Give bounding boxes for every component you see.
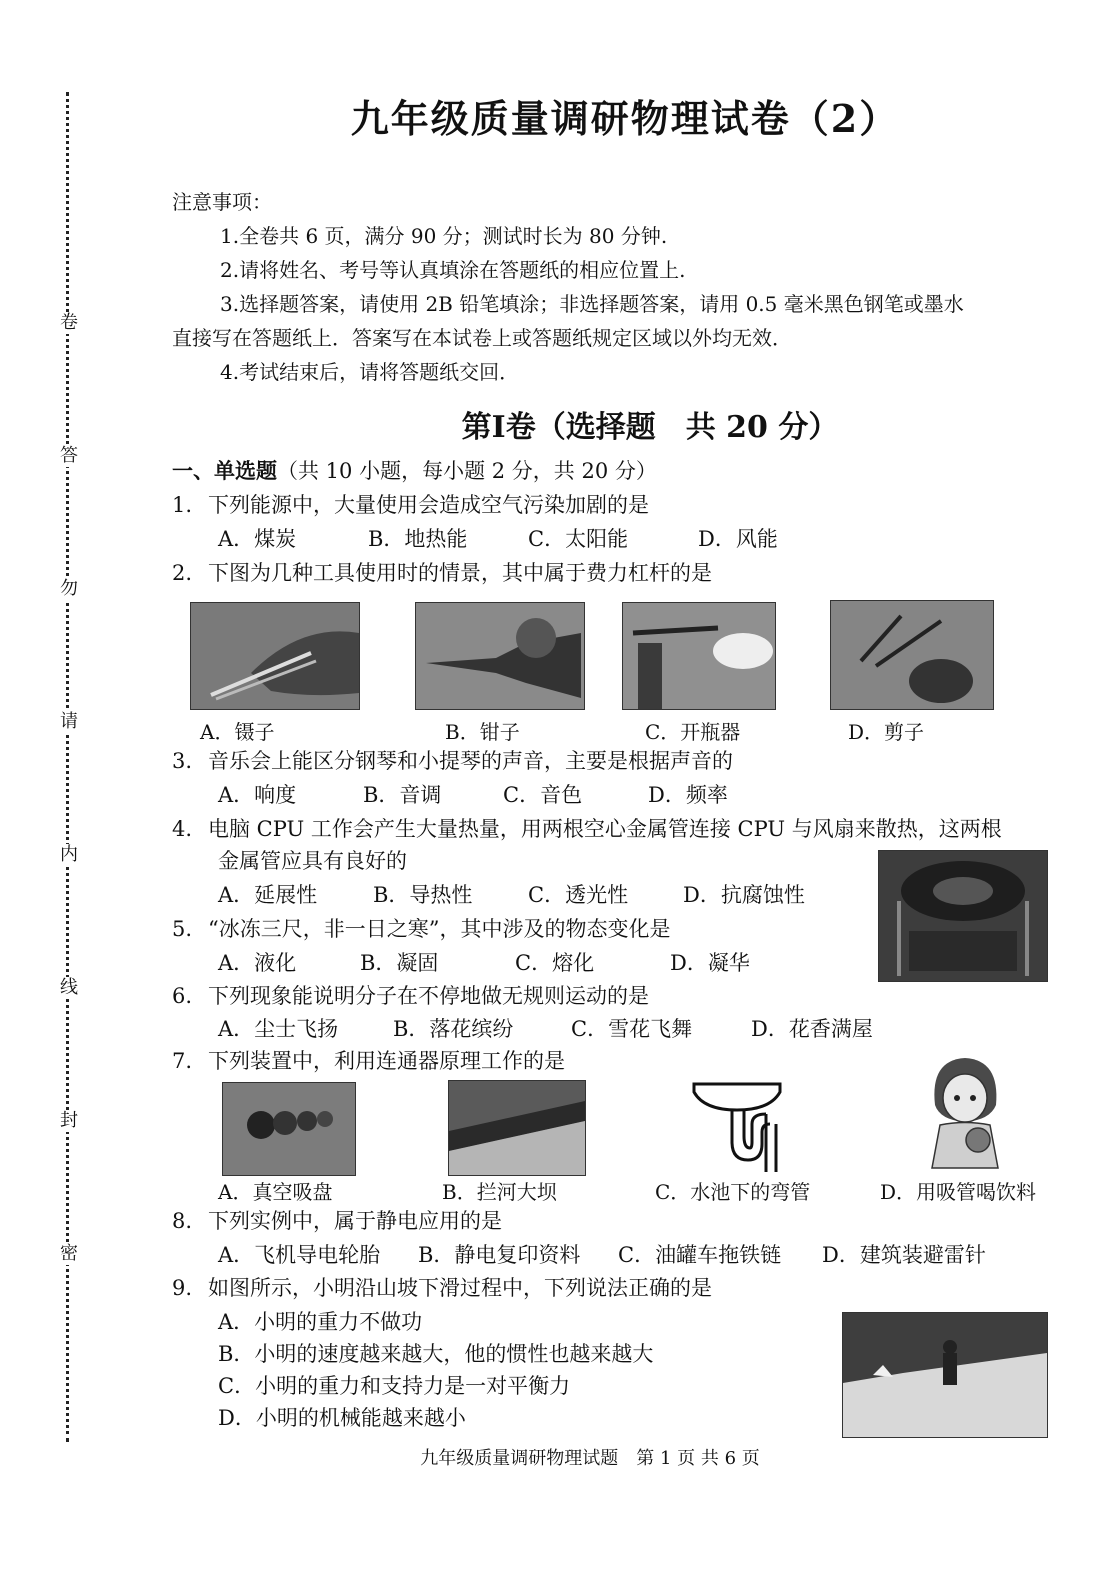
option: C．音色: [503, 783, 583, 807]
note-item: 2.请将姓名、考号等认真填涂在答题纸的相应位置上.: [220, 258, 686, 282]
question-number: 8.: [172, 1209, 193, 1233]
seal-char: 密: [60, 1243, 78, 1264]
question-stem: 下列装置中，利用连通器原理工作的是: [208, 1049, 565, 1073]
question-stem: 音乐会上能区分钢琴和小提琴的声音，主要是根据声音的: [208, 749, 733, 773]
notes-heading: 注意事项：: [172, 190, 272, 214]
option: B．音调: [363, 783, 442, 807]
tweezers-illustration: [191, 603, 359, 709]
question-1: [172, 490, 649, 520]
question-6-options: [218, 1014, 873, 1044]
exam-title: 九年级质量调研物理试卷（2）: [350, 96, 900, 141]
question-stem: 下列能源中，大量使用会造成空气污染加剧的是: [208, 493, 649, 517]
question-stem: 下图为几种工具使用时的情景，其中属于费力杠杆的是: [208, 561, 712, 585]
option: A．尘士飞扬: [218, 1017, 339, 1041]
question-4-stem-continued: 金属管应具有良好的: [218, 849, 407, 873]
girl-drinking-picture: [920, 1050, 1010, 1174]
note-item: 3.选择题答案，请使用 2B 铅笔填涂；非选择题答案，请用 0.5 毫米黑色钢笔或墨水: [220, 292, 964, 316]
dam-illustration: [449, 1081, 585, 1175]
question-number: 9.: [172, 1276, 193, 1300]
question-9: [172, 1273, 712, 1303]
option-caption: A．镊子: [200, 720, 275, 744]
option: C．油罐车拖铁链: [618, 1243, 782, 1267]
question-4-options: [218, 880, 805, 910]
question-number: 5.: [172, 917, 193, 941]
tweezers-photo: [190, 602, 360, 710]
option: D．风能: [698, 527, 778, 551]
question-stem: 下列实例中，属于静电应用的是: [208, 1209, 502, 1233]
pliers-photo: [415, 602, 585, 710]
seal-char: 封: [60, 1110, 78, 1131]
option: B．凝固: [360, 951, 439, 975]
note-item: 1.全卷共 6 页，满分 90 分；测试时长为 80 分钟.: [220, 224, 668, 248]
question-4: [172, 814, 1002, 844]
option: A．飞机导电轮胎: [218, 1243, 381, 1267]
page-footer: 九年级质量调研物理试题 第 1 页 共 6 页: [420, 1448, 760, 1469]
question-stem: 电脑 CPU 工作会产生大量热量，用两根空心金属管连接 CPU 与风扇来散热，这两根: [208, 817, 1002, 841]
option: D．建筑装避雷针: [822, 1243, 986, 1267]
question-7: [172, 1046, 565, 1076]
section-title: 第Ⅰ卷（选择题 共 20 分）: [461, 410, 839, 445]
question-number: 3.: [172, 749, 193, 773]
pliers-illustration: [416, 603, 584, 709]
question-1-options: [218, 524, 778, 554]
option: D．抗腐蚀性: [683, 883, 805, 907]
option-caption: C．开瓶器: [645, 720, 741, 744]
question-2: [172, 558, 712, 588]
option: B．静电复印资料: [418, 1243, 581, 1267]
question-stem: 下列现象能说明分子在不停地做无规则运动的是: [208, 984, 649, 1008]
option: C．雪花飞舞: [571, 1017, 693, 1041]
cpu-cooler-photo: [878, 850, 1048, 982]
note-item: 直接写在答题纸上．答案写在本试卷上或答题纸规定区域以外均无效．: [172, 326, 792, 350]
note-item: 4.考试结束后，请将答题纸交回．: [220, 360, 520, 384]
question-3: [172, 746, 733, 776]
question-9-options: [218, 1306, 653, 1434]
option: D．小明的机械能越来越小: [218, 1406, 466, 1430]
suction-cup-photo: [222, 1082, 356, 1176]
option: A．煤炭: [218, 527, 297, 551]
bottle-opener-photo: [622, 602, 776, 710]
scissors-photo: [830, 600, 994, 710]
question-number: 4.: [172, 817, 193, 841]
question-5: [172, 914, 670, 944]
option: C．熔化: [515, 951, 595, 975]
question-number: 7.: [172, 1049, 193, 1073]
bottle-opener-illustration: [623, 603, 775, 709]
suction-cup-illustration: [223, 1083, 355, 1175]
option: C．小明的重力和支持力是一对平衡力: [218, 1374, 571, 1398]
option: C．透光性: [528, 883, 629, 907]
part-heading-detail: （共 10 小题，每小题 2 分，共 20 分）: [277, 459, 657, 483]
notes-block: [172, 185, 1072, 389]
option: B．小明的速度越来越大，他的惯性也越来越大: [218, 1342, 654, 1366]
sink-trap-diagram: [690, 1080, 785, 1175]
girl-drinking-illustration: [920, 1050, 1010, 1174]
seal-char: 请: [60, 711, 78, 732]
part-heading-label: 一、单选题: [172, 458, 277, 483]
question-3-options: [218, 780, 728, 810]
seal-char: 内: [60, 844, 78, 865]
option-caption: A．真空吸盘: [218, 1180, 333, 1204]
question-8: [172, 1206, 502, 1236]
seal-char: 答: [60, 445, 78, 466]
option: D．花香满屋: [751, 1017, 873, 1041]
sledding-illustration: [843, 1313, 1047, 1437]
question-stem: 如图所示，小明沿山坡下滑过程中，下列说法正确的是: [208, 1276, 712, 1300]
dam-photo: [448, 1080, 586, 1176]
option: A．小明的重力不做功: [218, 1310, 423, 1334]
sink-trap-illustration: [690, 1080, 785, 1175]
option: D．凝华: [670, 951, 750, 975]
option: A．液化: [218, 951, 297, 975]
option-caption: D．剪子: [848, 720, 925, 744]
cpu-cooler-illustration: [879, 851, 1047, 981]
option-caption: D．用吸管喝饮料: [880, 1180, 1037, 1204]
option: D．频率: [648, 783, 728, 807]
seal-char: 卷: [60, 312, 78, 333]
question-6: [172, 981, 649, 1011]
option: B．落花缤纷: [393, 1017, 514, 1041]
seal-char: 线: [60, 977, 78, 998]
option: A．延展性: [218, 883, 318, 907]
option-caption: C．水池下的弯管: [655, 1180, 811, 1204]
question-stem: “冰冻三尺，非一日之寒”，其中涉及的物态变化是: [208, 917, 671, 941]
question-8-options: [218, 1240, 986, 1270]
option: A．响度: [218, 783, 297, 807]
question-number: 6.: [172, 984, 193, 1008]
option: C．太阳能: [528, 527, 629, 551]
question-number: 2.: [172, 561, 193, 585]
scissors-illustration: [831, 601, 993, 709]
option-caption: B．钳子: [445, 720, 520, 744]
sledding-photo: [842, 1312, 1048, 1438]
question-5-options: [218, 948, 750, 978]
part-heading: [172, 455, 657, 485]
question-number: 1.: [172, 493, 193, 517]
option: B．导热性: [373, 883, 473, 907]
option-caption: B．拦河大坝: [442, 1180, 557, 1204]
seal-dotted-line: [66, 92, 69, 1442]
seal-char: 勿: [60, 578, 78, 599]
option: B．地热能: [368, 527, 468, 551]
